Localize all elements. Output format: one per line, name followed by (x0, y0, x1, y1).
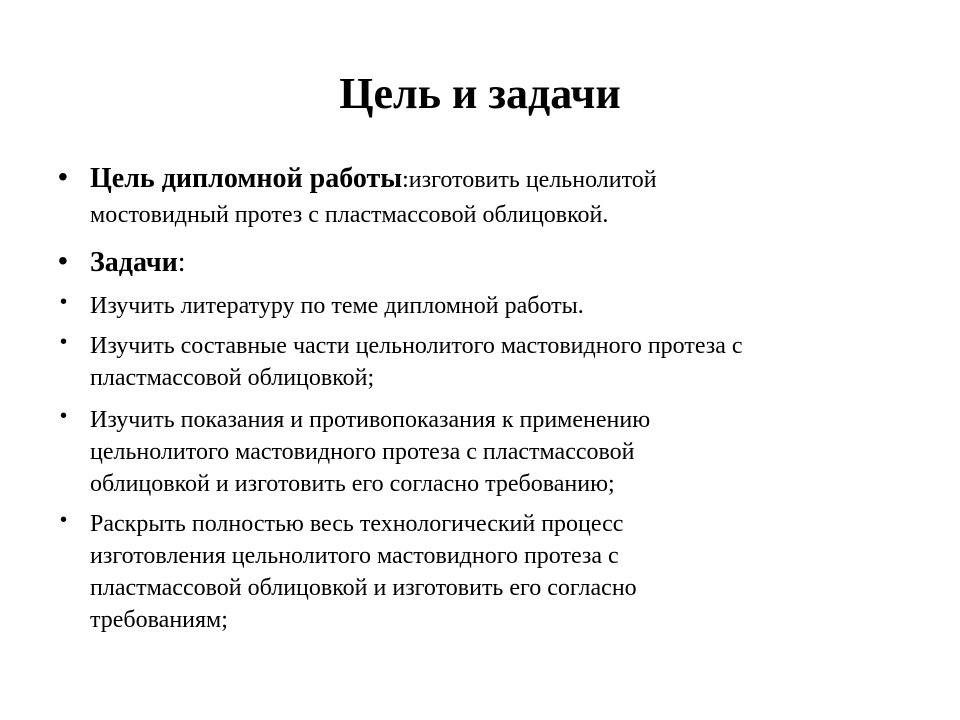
slide-title: Цель и задачи (339, 69, 621, 118)
task-item-2 (58, 330, 918, 394)
goal-text-line2: мостовидный протез с пластмассовой облицовкой. (90, 202, 609, 228)
bullet-icon: • (58, 245, 68, 276)
slide-content (58, 162, 918, 636)
task-item-1 (58, 290, 918, 322)
bullet-icon: • (60, 291, 68, 313)
bullet-icon: • (58, 161, 68, 192)
task-2-line2: пластмассовой облицовкой; (90, 365, 375, 391)
task-3-line3: облицовкой и изготовить его согласно требованию; (90, 471, 615, 497)
goal-label: Цель дипломной работы (90, 163, 403, 194)
task-item-4 (58, 508, 918, 636)
goal-text-line1: :изготовить цельнолитой (402, 167, 657, 193)
task-4-line1: Раскрыть полностью весь технологический процесс (90, 511, 624, 537)
bullet-icon: • (60, 331, 68, 353)
bullet-icon: • (60, 405, 68, 427)
tasks-heading-item (58, 246, 918, 280)
task-2-line1: Изучить составные части цельнолитого мастовидного протеза с (90, 333, 743, 359)
tasks-label: Задачи (90, 247, 178, 278)
task-3-line1: Изучить показания и противопоказания к применению (90, 407, 651, 433)
bullet-icon: • (60, 509, 68, 531)
task-4-line4: требованиям; (90, 607, 228, 633)
task-4-line3: пластмассовой облицовкой и изготовить его согласно (90, 575, 637, 601)
task-item-3 (58, 404, 918, 500)
tasks-colon: : (177, 247, 186, 278)
task-4-line2: изготовления цельнолитого мастовидного протеза с (90, 543, 619, 569)
goal-item (58, 162, 918, 232)
task-1-line1: Изучить литературу по теме дипломной работы. (90, 293, 584, 319)
task-3-line2: цельнолитого мастовидного протеза с пластмассовой (90, 439, 635, 465)
